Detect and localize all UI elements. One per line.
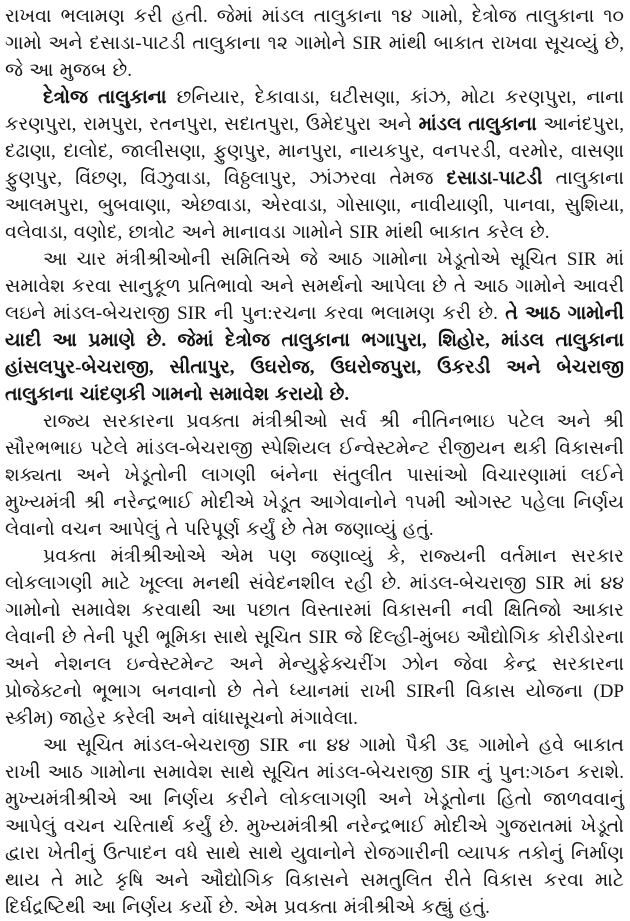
- bold-text-run: માંડલ તાલુકાના: [418, 114, 544, 135]
- text-run: રાખવા ભલામણ કરી હતી. જેમાં માંડલ તાલુકાના ૧૪ ગામો, દેત્રોજ તાલુકાના ૧૦ ગામો અને દસાડા-પાટડી તાલુકાના ૧૨ ગામોને SIR માંથી બાકાત રાખવા સૂચવ્યું છે, જે આ મુજબ છે.: [5, 6, 624, 81]
- paragraph-continuation: [5, 3, 624, 84]
- paragraph-eight-villages-list: [5, 246, 624, 408]
- text-run: રાજ્ય સરકારના પ્રવક્તા મંત્રીશ્રીઓ સર્વ શ્રી નીતિનભાઇ પટેલ અને શ્રી સૌરભભાઇ પટેલે માંડલ-બેચરાજી સ્પેશિયલ ઈન્વેસ્ટમેન્ટ રીજીયન થકી વિકાસની શક્યતા અને ખેડૂતોની લાગણી બંનેના સંતુલીત પાસાંઓ વિચારણામાં લઈને મુખ્યમંત્રી શ્રી નરેન્દ્રભાઈ મોદીએ ખેડૂત આગેવાનોને ૧૫મી ઓગસ્ટ પહેલા નિર્ણય લેવાનો વચન આપેલું તે પરિપૂર્ણ કર્યું છે તેમ જણાવ્યું હતું.: [5, 411, 624, 540]
- bold-text-run: તે આઠ ગામોની યાદી આ પ્રમાણે છે. જેમાં દેત્રોજ તાલુકાના ભગાપુરા, શિહોર, માંડલ તાલુકાના હાંસલપુર-બેચરાજી, સીતાપુર, ઉઘરોજ, ઉઘરોજપુરા, ઉકરડી અને બેચરાજી તાલુકાના ચાંદણકી ગામનો સમાવેશ કરાયો છે.: [5, 303, 624, 405]
- text-run: આનંદપુરા, દઢાણા, દાલોદ, જાલીસણા, ફુણપુર, માનપુરા, નાયકપુર, વનપરડી, વરમોર, વાસણા ફુણપુર, વિંછણ, વિંઝુવાડા, વિઠ્ઠલાપુર, ઝાંઝરવા તેમજ: [5, 114, 624, 189]
- text-run: આ સૂચિત માંડલ-બેચરાજી SIR ના ૪૪ ગામો પૈકી ૩૬ ગામોને હવે બાકાત રાખી આઠ ગામોના સમાવેશ સાથે સૂચિત માંડલ-બેચરાજી SIR નું પુન:ગઠન કરાશે. મુખ્યમંત્રીશ્રીએ આ નિર્ણય કરીને લોકલાગણી અને ખેડૂતોના હિતો જાળવવાનું આપેલું વચન ચરિતાર્થ કર્યું છે. મુખ્યમંત્રીશ્રી નરેન્દ્રભાઈ મોદીએ ગુજરાતમાં ખેડૂતો દ્વારા ખેતીનું ઉત્પાદન વધે સાથે સાથે યુવાનોને રોજગારીની વ્યાપક તકોનું નિર્માણ થાય તે માટે કૃષિ અને ઔદ્યોગિક વિકાસને સમતુલિત રીતે વિકાસ કરવા માટે દિર્ઘદ્રષ્ટિથી આ નિર્ણય કર્યો છે. એમ પ્રવક્તા મંત્રીશ્રીએ કહ્યું હતું.: [5, 735, 624, 918]
- text-run: પ્રવક્તા મંત્રીશ્રીઓએ એમ પણ જણાવ્યું કે, રાજ્યની વર્તમાન સરકાર લોકલાગણી માટે ખૂલ્લા મનથી સંવેદનશીલ રહી છે. માંડલ-બેચરાજી SIR માં ૪૪ ગામોનો સમાવેશ કરવાથી આ પછાત વિસ્તારમાં વિકાસની નવી ક્ષિતિજો આકાર લેવાની છે તેની પૂરી ભૂમિકા સાથે સૂચિત SIR જે દિલ્હી-મુંબઇ ઔદ્યોગિક કોરીડોરના અને નેશનલ ઇન્વેસ્ટમેન્ટ અને મેન્યુફેક્ચરીંગ ઝોન જેવા કેન્દ્ર સરકારના પ્રોજેક્ટનો ભૂભાગ બનવાનો છે તેને ધ્યાનમાં રાખી SIRની વિકાસ યોજના (DP સ્કીમ) જાહેર કરેલી અને વાંધાસૂચનો મંગાવેલા.: [5, 546, 624, 729]
- bold-text-run: દસાડા-પાટડી: [446, 168, 556, 189]
- text-run: છનિયાર, દેકાવાડા, ઘટીસણા, કાંઝ, મોટા કરણપુરા, નાના કરણપુરા, રામપુરા, રતનપુરા, સદાતપુરા, ઉમેદપુરા અને: [5, 87, 624, 135]
- text-run: આ ચાર મંત્રીશ્રીઓની સમિતિએ જે આઠ ગામોના ખેડૂતોએ સૂચિત SIR માં સમાવેશ કરવા સાનુકૂળ પ્રતિભાવો અને સમર્થનો આપેલા છે તે આઠ ગામોને આવરી લઇને માંડલ-બેચરાજી SIR ની પુન:રચના કરવા ભલામણ કરી છે.: [5, 249, 624, 324]
- paragraph-sir-dp-scheme: [5, 543, 624, 732]
- paragraph-detroj-village-list: [5, 84, 624, 246]
- paragraph-spokesperson-statement: [5, 408, 624, 543]
- text-run: તાલુકાના આલમપુરા, બુબવાણા, એછવાડા, એરવાડા, ગોસાણા, નાવીયાણી, પાનવા, સુશિયા, વલેવાડા, વણોદ, છાત્રોટ અને માનાવડા ગામોને SIR માંથી બાકાત કરેલ છે.: [5, 168, 624, 243]
- paragraph-sir-reconstitution: [5, 732, 624, 921]
- bold-text-run: દેત્રોજ તાલુકાના: [43, 87, 177, 108]
